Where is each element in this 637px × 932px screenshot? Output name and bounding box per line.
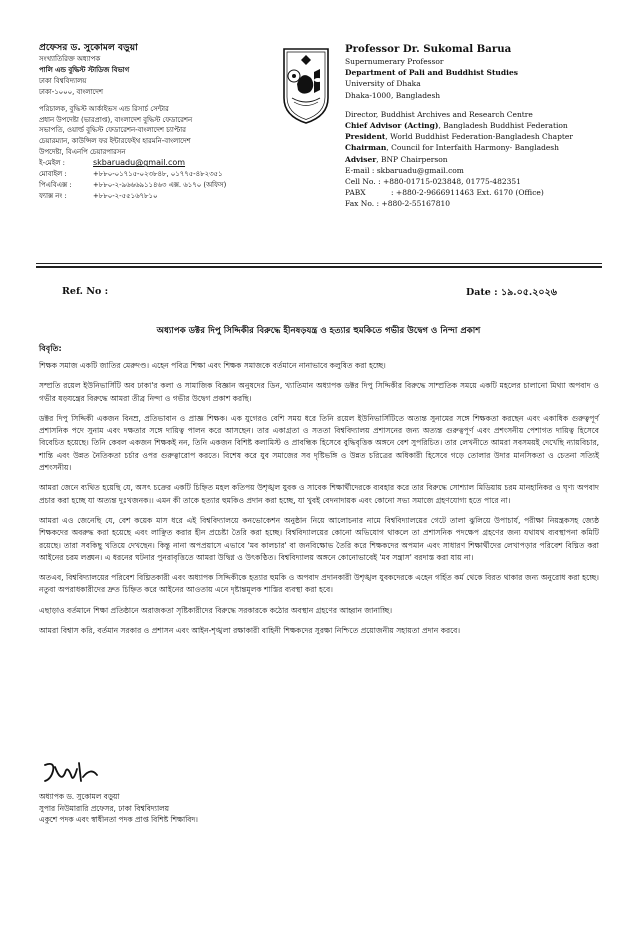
- signatory-awards: একুশে পদক এবং স্বাধীনতা পদক প্রাপ্ত বিশিষ্ট শিক্ষাবিদ।: [39, 815, 198, 825]
- pabx-label-en: PABX: [345, 188, 366, 198]
- university-seal-icon: [280, 46, 332, 126]
- pabx-row-bn: [39, 180, 279, 191]
- letter-date: Date : ১৯.০৫.২০২৬: [466, 287, 557, 298]
- letterhead-english: [345, 43, 615, 210]
- signatory-name: অধ্যাপক ড. সুকোমল বড়ুয়া: [39, 792, 120, 801]
- cell-row-en: Cell No. : +880-01715-023848, 01775-482351: [345, 177, 521, 187]
- advisor-rest-en: , Bangladesh Buddhist Federation: [438, 121, 568, 131]
- ref-no: Ref. No :: [62, 286, 109, 297]
- letterhead-university-bn: ঢাকা বিশ্ববিদ্যালয়: [39, 76, 87, 85]
- letterhead-line-bn: প্রধান উপদেষ্টা (ভারপ্রাপ্ত), বাংলাদেশ বুদ্ধিস্ট ফেডারেশন: [39, 115, 193, 124]
- body-paragraph: এছাড়াও বর্তমানে শিক্ষা প্রতিষ্ঠানে অরাজকতা সৃষ্টিকারীদের বিরুদ্ধে সরকারকে কঠোর অবস্থান গ্রহণের আহ্বান জানাচ্ছি।: [39, 605, 393, 615]
- body-paragraph: শিক্ষক সমাজ একটি জাতির মেরুদণ্ড। এহেন পবিত্র শিক্ষা এবং শিক্ষক সমাজকে বর্তমানে নানাভাবে কলুষিত করা হচ্ছে।: [39, 361, 386, 370]
- pabx-value-bn: +৮৮০-২-৯৬৬৬৯১১৪৬৩ এক্স. ৬১৭০ (অফিস): [93, 180, 227, 189]
- letterhead-line-bn: পরিচালক, বুদ্ধিস্ট আর্কাইভস এন্ড রিসার্চ সেন্টার: [39, 104, 169, 113]
- body-paragraph: অতএব, বিশ্ববিদ্যালয়ের পরিবেশ বিঘ্নিতকারী এবং অধ্যাপক সিদ্দিকীকে হত্যার হুমকি ও অপবাদ প্রদানকারী উশৃঙ্খল যুবকদেরকে এহেন গর্হিত কর্ম থেকে বিরত থাকার জন্য অনুরোধ করা হচ্ছে। নতুবা অপরাধকারীদের দ্রুত চিহ্নিত করে আইনের আওতায় এনে দৃষ্টান্তমূলক শাস্তির ব্যবস্থা করা হবে।: [39, 573, 599, 595]
- letterhead-bnp-en: [345, 154, 615, 165]
- pabx-value-en: : +880-2-9666911463 Ext. 6170 (Office): [391, 188, 544, 198]
- fax-value-bn: +৮৮০-২-৫৫১৬৭৮১০: [93, 191, 158, 200]
- pabx-row-en: [345, 187, 615, 198]
- fax-row-en: Fax No. : +880-2-55167810: [345, 199, 451, 209]
- body-paragraph: আমরা এও জেনেছি যে, বেশ কয়েক মাস ধরে এই বিশ্ববিদ্যালয়ে কনভোকেশন অনুষ্ঠান নিয়ে আলোচনার নামে বিশ্ববিদ্যালয়ের গেটে তালা ঝুলিয়ে উপাচার্য, পরীক্ষা নিয়ন্ত্রকসহ জ্যেষ্ঠ শিক্ষকদের অবরুদ্ধ করা হয়েছে এবং লাঞ্ছিত করার হীন প্রচেষ্টা তৈরি করা হচ্ছে। বিশ্ববিদ্যালয়ের কোনো অভিযোগ থাকলে তা প্রশাসনিক পদক্ষেপ গ্রহণের জন্য যথাযথ ব্যবস্থাপনা কমিটি রয়েছে। তারা সবকিছু খতিয়ে দেখছেন। কিন্তু নানা অপপ্রয়াসে এভাবে 'মব কালচার' বা জনবিক্ষোভ তৈরি করে শিক্ষকদের অপমান এবং সাধারণ শিক্ষার্থীদের লেখাপড়ার পরিবেশ বিঘ্নিত করা আইনের চরম লঙ্ঘন। এ ধরনের ঘটনার পুনরাবৃত্তিতে আমরা উদ্বিগ্ন ও উৎকণ্ঠিত। বিশ্ববিদ্যালয় অঙ্গনে কোনোভাবেই 'মব সন্ত্রাস' বরদাস্ত করা যায় না।: [39, 515, 599, 562]
- letterhead-president-en: [345, 131, 615, 142]
- letterhead-divider: [36, 263, 602, 264]
- letterhead-line-bn: সভাপতি, ওয়ার্ল্ড বুদ্ধিস্ট ফেডারেশন-বাংলাদেশ চ্যাপ্টার: [39, 126, 186, 135]
- letterhead-director-en: Director, Buddhist Archives and Research Centre: [345, 109, 533, 119]
- signature-block: [39, 757, 339, 826]
- bnp-label-en: Adviser: [345, 154, 377, 164]
- president-rest-en: , World Buddhist Federation-Bangladesh Chapter: [385, 132, 573, 142]
- handwritten-signature: [39, 757, 109, 787]
- email-label-bn: ই-মেইল :: [39, 159, 65, 168]
- chairman-label-en: Chairman: [345, 143, 387, 153]
- mobile-label-bn: মোবাইল :: [39, 170, 67, 179]
- letterhead-divider-thick: [36, 266, 602, 268]
- fax-label-bn: ফ্যাক্স নং :: [39, 191, 67, 200]
- body-paragraph: আমরা জেনে ব্যথিত হয়েছি যে, অসৎ চক্রের একটি চিহ্নিত মহল কতিপয় উশৃঙ্খল যুবক ও সাবেক শিক্ষার্থীদেরকে ব্যবহার করে তার বিরুদ্ধে সোশ্যাল মিডিয়ায় চরম মানহানিকর ও ঘৃণ্য অপবাদ প্রচার করা হচ্ছে যা অত্যন্ত দুঃখজনক।। এমন কী তাকে হত্যার হুমকিও প্রদান করা হচ্ছে, যা খুবই বেদনাদায়ক এবং কোনো সভ্য সমাজে গ্রহণযোগ্য হতে পারে না।: [39, 483, 599, 505]
- statement-heading: বিবৃতি:: [39, 344, 62, 353]
- letterhead-designation-en: Supernumerary Professor: [345, 57, 444, 66]
- letter-body: [39, 360, 599, 645]
- letterhead-name-en: Professor Dr. Sukomal Barua: [345, 43, 512, 55]
- bnp-rest-en: , BNP Chairperson: [376, 154, 448, 164]
- email-link-bn[interactable]: skbaruadu@gmail.com: [93, 158, 186, 168]
- letterhead-chairman-en: [345, 142, 615, 153]
- letter-subject: অধ্যাপক ডক্টর দিপু সিদ্দিকীর বিরুদ্ধে হীনষড়যন্ত্র ও হত্যার হুমকিতে গভীর উদ্বেগ ও নিন্দা প্রকাশ: [156, 326, 481, 336]
- letterhead-designation-bn: সংখ্যাতিরিক্ত অধ্যাপক: [39, 55, 101, 63]
- letterhead-city-en: Dhaka-1000, Bangladesh: [345, 90, 441, 100]
- body-paragraph: আমরা বিশ্বাস করি, বর্তমান সরকার ও প্রশাসন এবং আইন-শৃঙ্খলা রক্ষাকারী বাহিনী শিক্ষকদের সুরক্ষা নিশ্চিতে প্রয়োজনীয় সহায়তা প্রদান করবে।: [39, 626, 461, 636]
- letterhead-department-en: Department of Pali and Buddhist Studies: [345, 68, 518, 78]
- email-row-bn: [39, 158, 279, 169]
- chairman-rest-en: , Council for Interfaith Harmony- Bangladesh: [386, 143, 559, 153]
- president-label-en: President: [345, 132, 386, 142]
- fax-row-bn: [39, 191, 279, 202]
- letterhead-bengali: [39, 42, 279, 202]
- letterhead-university-en: University of Dhaka: [345, 79, 421, 89]
- pabx-label-bn: পিএবিএক্স :: [39, 180, 72, 189]
- letterhead-department-bn: পালি এন্ড বুদ্ধিস্ট স্টাডিজ বিভাগ: [39, 65, 130, 74]
- mobile-value-bn: +৮৮০-০১৭১৫-০২৩৮৪৮, ০১৭৭৫-৪৮২৩৫১: [93, 170, 223, 179]
- letterhead-line-bn: চেয়ারম্যান, কাউন্সিল ফর ইন্টারফেইথ হারমনি-বাংলাদেশ: [39, 137, 191, 146]
- mobile-row-bn: [39, 169, 279, 180]
- body-paragraph: সম্প্রতি রয়েল ইউনিভার্সিটি অব ঢাকা'র কলা ও সামাজিক বিজ্ঞান অনুষদের ডিন, খ্যাতিমান অধ্যাপক ডক্টর দিপু সিদ্দিকীর বিরুদ্ধে সাম্প্রতিক সময়ে একটি মহলের চালানো মিথ্যা অপবাদ ও গভীর ষড়যন্ত্রের বিরুদ্ধে আমরা তীব্র নিন্দা ও গভীর উদ্বেগ প্রকাশ করছি।: [39, 381, 599, 403]
- letterhead-line-bn: উপদেষ্টা, বিএনপি চেয়ারপারসন: [39, 148, 126, 157]
- email-row-en[interactable]: E-mail : skbaruadu@gmail.com: [345, 165, 464, 175]
- letterhead-city-bn: ঢাকা-১০০০, বাংলাদেশ: [39, 87, 103, 96]
- letterhead-advisor-en: [345, 120, 615, 131]
- letterhead-name-bn: প্রফেসর ড. সুকোমল বড়ুয়া: [39, 42, 138, 53]
- advisor-label-en: Chief Advisor (Acting): [345, 121, 439, 131]
- body-paragraph: ডক্টর দিপু সিদ্দিকী একজন বিনম্র, প্রতিভাবান ও প্রাজ্ঞ শিক্ষক। এক যুগেরও বেশি সময় ধরে তিনি রয়েল ইউনিভার্সিটিতে অত্যন্ত সুনামের সঙ্গে শিক্ষকতা করছেন এবং একাধিক গুরুত্বপূর্ণ প্রশাসনিক পদে সুনাম এবং দক্ষতার সঙ্গে দায়িত্ব পালন করে আসছেন। তার একাগ্রতা ও সততা বিশ্ববিদ্যালয় প্রশাসনের জন্য অত্যন্ত গুরুত্বপূর্ণ এবং প্রশংসনীয় পেশাগত দায়িত্ব হিসেবে বিবেচিত হয়েছে। তিনি কেবল একজন শিক্ষকই নন, তিনি একজন বিশিষ্ট কলামিস্ট ও প্রাবন্ধিক হিসেবে বুদ্ধিবৃত্তিক অঙ্গনে বেশ সুপরিচিত। তার লেখনীতে আমরা সবসময়ই দেখেছি ন্যায়বিচার, শান্তি এবং উন্নত নৈতিকতা চর্চার ওপর গুরুত্বারোপ করতে। বিশেষ করে যুব সমাজের সব দৃষ্টিভঙ্গি ও উন্নত চরিত্রের অধিকারী হিসেবে গড়ে তোলার উদার মানসিকতা ও চেতনা সত্যিই প্রশংসনীয়।: [39, 413, 599, 473]
- signatory-title: সুপার নিউমারারি প্রফেসর, ঢাকা বিশ্ববিদ্যালয়: [39, 803, 169, 813]
